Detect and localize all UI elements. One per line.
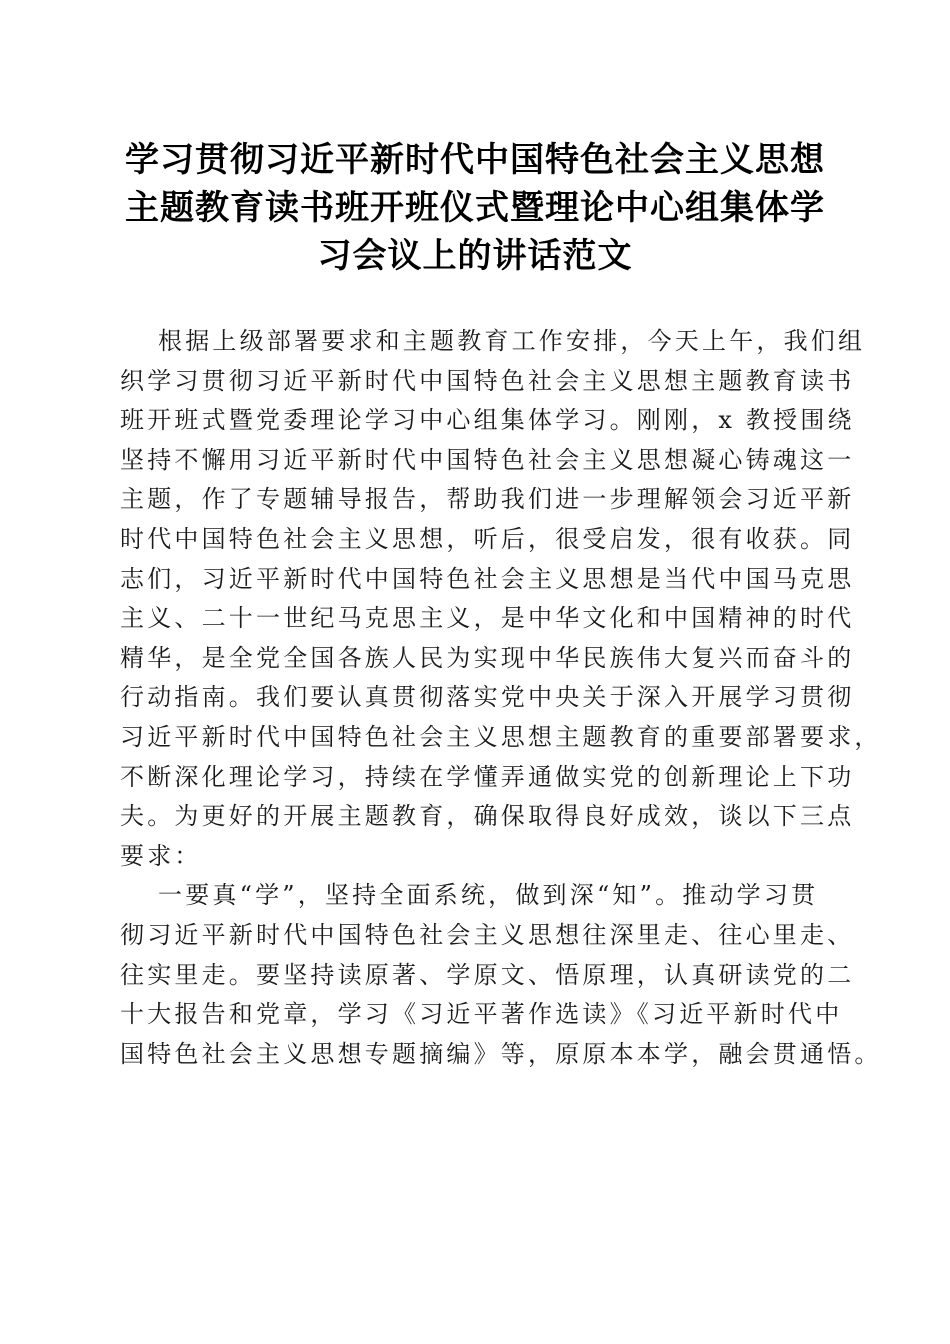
paragraph-intro bbox=[120, 322, 882, 876]
text-line: 主题，作了专题辅导报告，帮助我们进一步理解领会习近平新 bbox=[120, 485, 855, 514]
text-line: 一要真“学”，坚持全面系统，做到深“知”。推动学习贯 bbox=[158, 881, 819, 910]
paragraph-point-one bbox=[120, 876, 882, 1074]
text-line: 坚持不懈用习近平新时代中国特色社会主义思想凝心铸魂这一 bbox=[120, 445, 855, 474]
text-line: 时代中国特色社会主义思想，听后，很受启发，很有收获。同 bbox=[120, 524, 855, 553]
text-line: 志们，习近平新时代中国特色社会主义思想是当代中国马克思 bbox=[120, 564, 855, 593]
document-title bbox=[100, 136, 850, 280]
text-line: 不断深化理论学习，持续在学懂弄通做实党的创新理论上下功 bbox=[120, 762, 855, 791]
text-line: 往实里走。要坚持读原著、学原文、悟原理，认真研读党的二 bbox=[120, 960, 855, 989]
text-line: 行动指南。我们要认真贯彻落实党中央关于深入开展学习贯彻 bbox=[120, 683, 855, 712]
text-line: 根据上级部署要求和主题教育工作安排，今天上午，我们组 bbox=[158, 327, 866, 355]
text-line: 夫。为更好的开展主题教育，确保取得良好成效，谈以下三点 bbox=[120, 802, 855, 831]
title-line: 学习贯彻习近平新时代中国特色社会主义思想 bbox=[125, 140, 825, 180]
title-line: 习会议上的讲话范文 bbox=[317, 236, 633, 276]
text-line: 十大报告和党章，学习《习近平著作选读》《习近平新时代中 bbox=[120, 1000, 843, 1029]
text-line: 织学习贯彻习近平新时代中国特色社会主义思想主题教育读书 bbox=[120, 366, 855, 395]
text-line: 主义、二十一世纪马克思主义，是中华文化和中国精神的时代 bbox=[120, 604, 855, 633]
text-line: 彻习近平新时代中国特色社会主义思想往深里走、往心里走、 bbox=[120, 920, 855, 949]
text-line: 国特色社会主义思想专题摘编》等，原原本本学，融会贯通悟。 bbox=[120, 1039, 882, 1068]
title-line: 主题教育读书班开班仪式暨理论中心组集体学 bbox=[125, 188, 825, 228]
text-line: 习近平新时代中国特色社会主义思想主题教育的重要部署要求， bbox=[120, 722, 882, 751]
text-line: 班开班式暨党委理论学习中心组集体学习。刚刚，x 教授围绕 bbox=[120, 406, 855, 435]
text-line: 要求： bbox=[120, 841, 202, 870]
document-body bbox=[120, 322, 882, 1074]
text-line: 精华，是全党全国各族人民为实现中华民族伟大复兴而奋斗的 bbox=[120, 643, 855, 672]
